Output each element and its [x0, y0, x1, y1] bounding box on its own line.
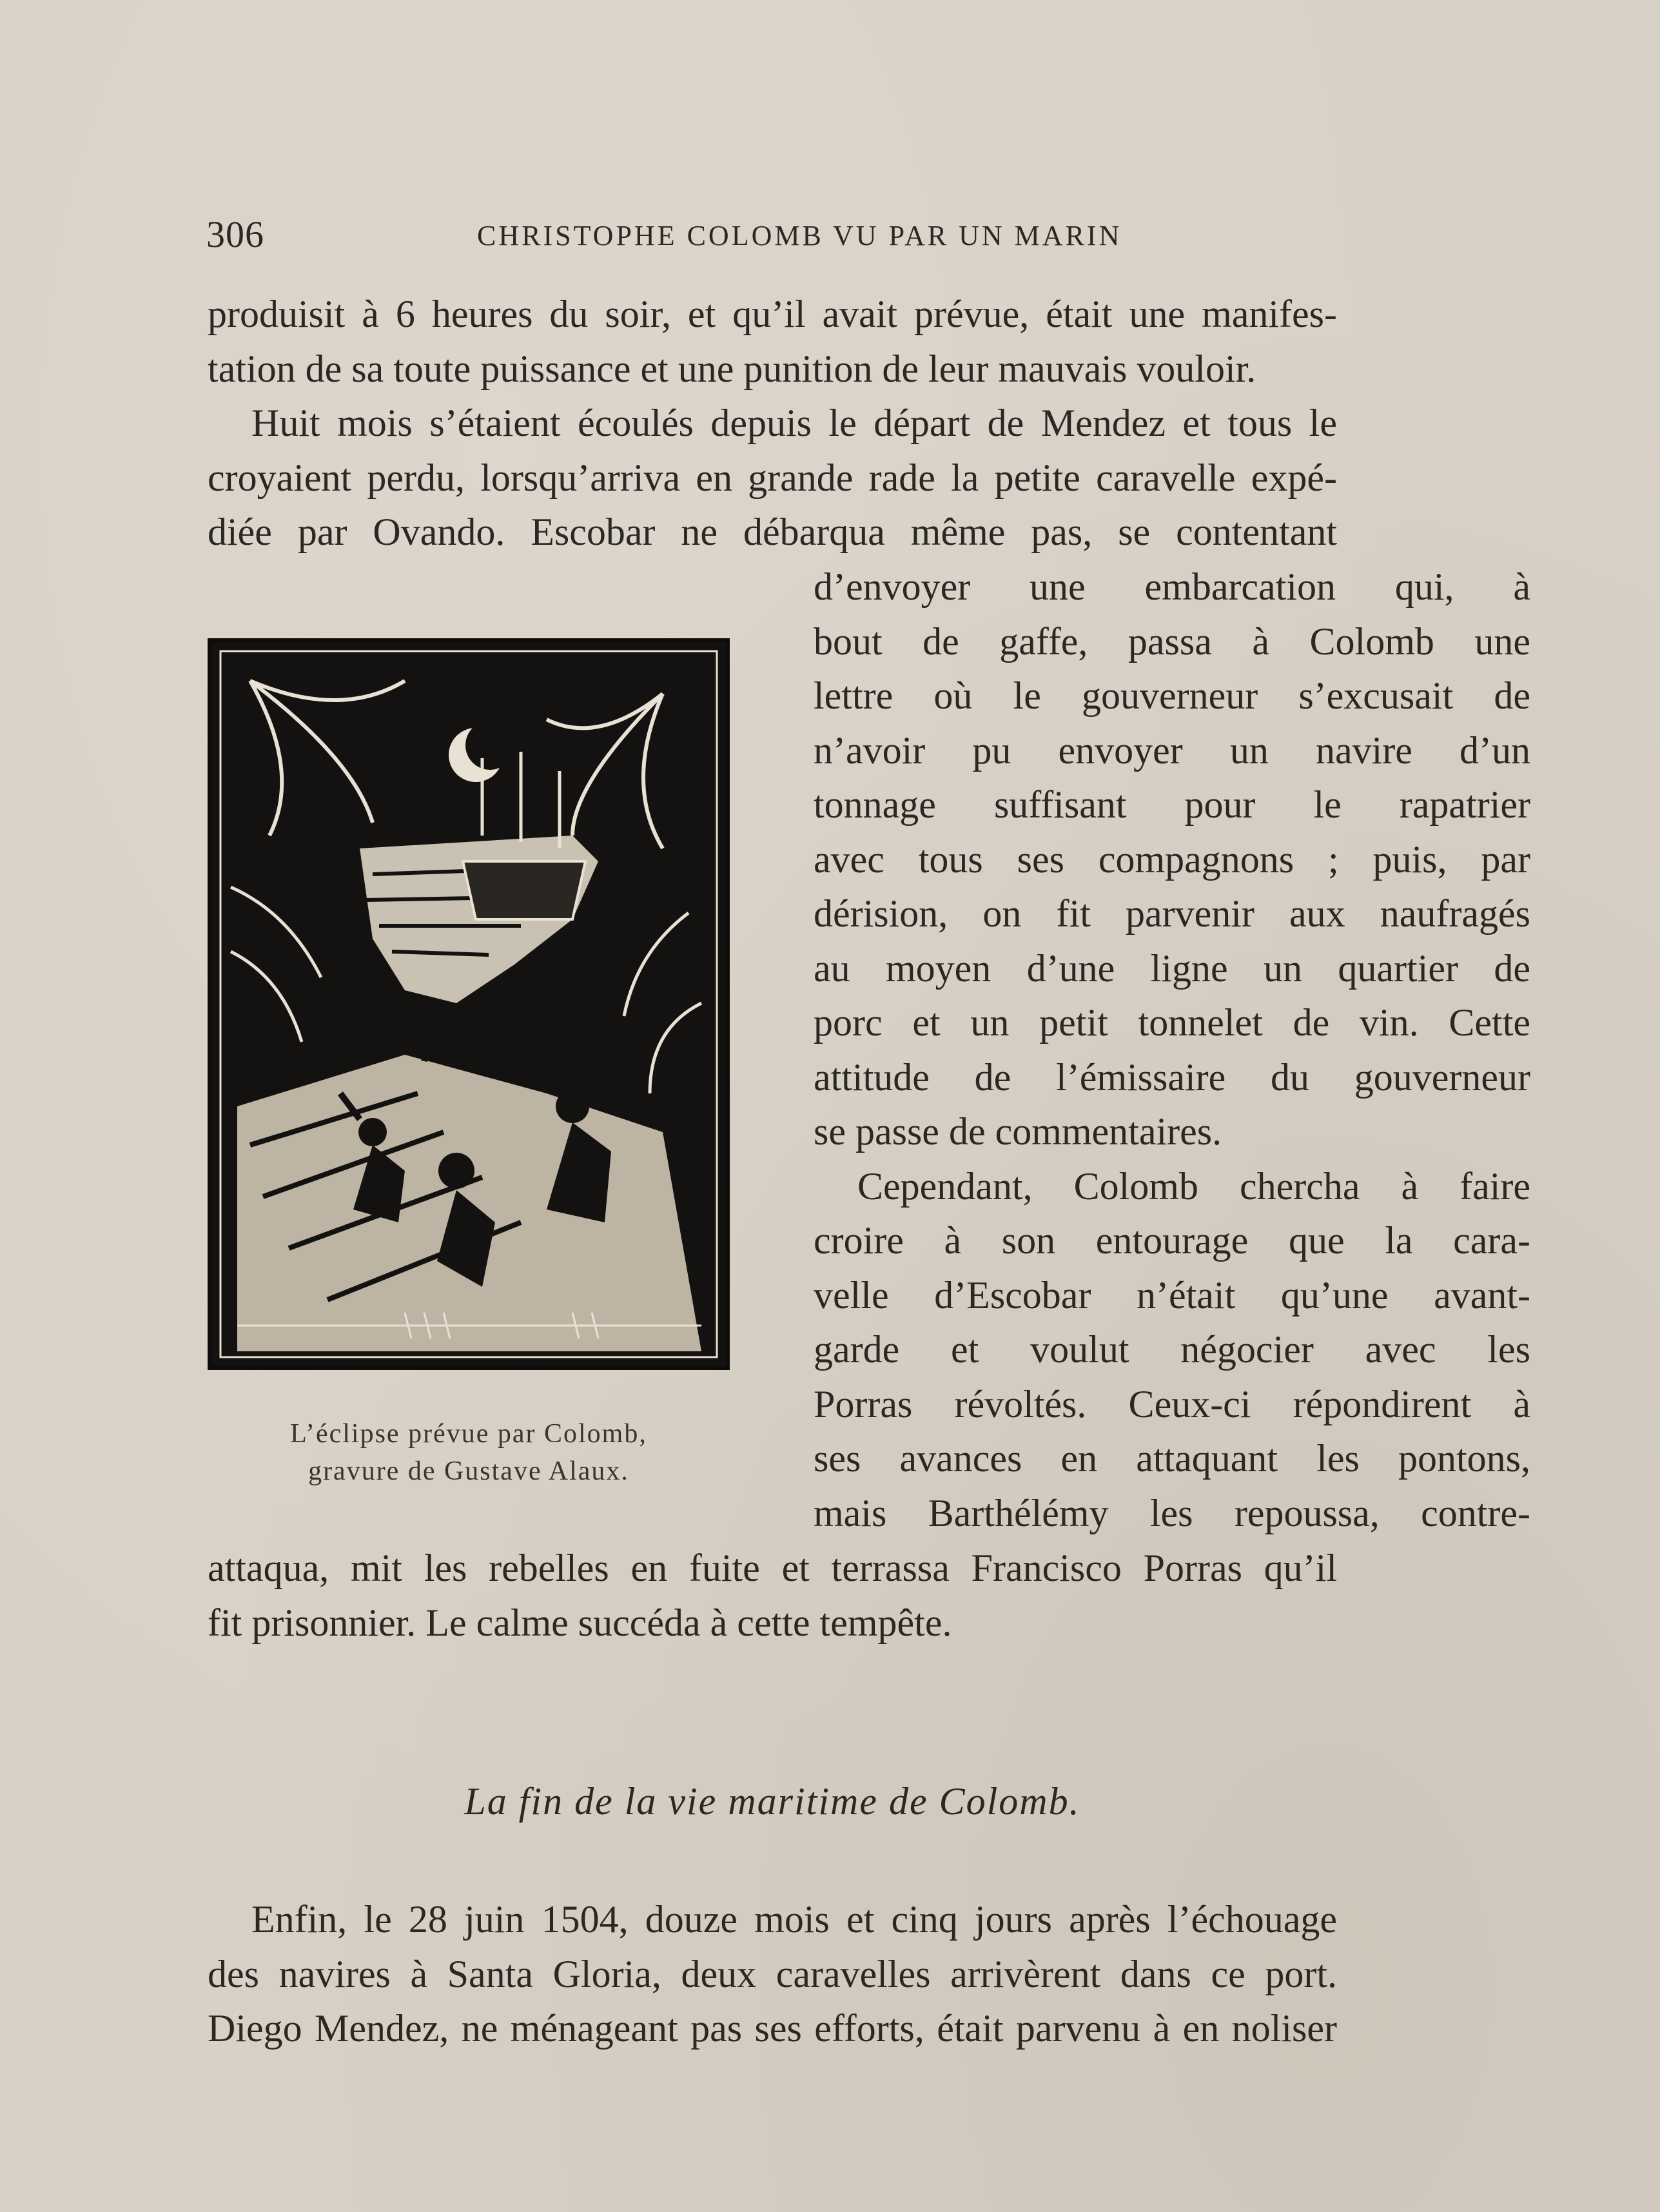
text-line: n’avoir pu envoyer un navire d’un: [814, 729, 1530, 772]
text-line: diée par Ovando. Escobar ne débarqua même pas, se contentant: [208, 511, 1337, 553]
text-line: tonnage suffisant pour le rapatrier: [814, 783, 1530, 826]
text-line: garde et voulut négocier avec les: [814, 1328, 1530, 1371]
paragraph-top: [208, 287, 1337, 560]
text-line: Cependant, Colomb chercha à faire: [857, 1164, 1530, 1208]
page-number: 306: [206, 213, 264, 255]
text-line: croyaient perdu, lorsqu’arriva en grande rade la petite caravelle expé-: [208, 456, 1337, 499]
paragraph-column: [814, 560, 1530, 1540]
text-line: croire à son entourage que la cara-: [814, 1219, 1530, 1262]
caption-line: L’éclipse prévue par Colomb,: [290, 1419, 647, 1449]
text-line: Huit mois s’étaient écoulés depuis le départ de Mendez et tous le: [251, 402, 1337, 444]
text-line: dérision, on fit parvenir aux naufragés: [814, 892, 1530, 935]
book-title: CHRISTOPHE COLOMB VU PAR UN MARIN: [477, 220, 1122, 251]
paragraph-bottom: [208, 1541, 1337, 1650]
text-line: porc et un petit tonnelet de vin. Cette: [814, 1001, 1530, 1044]
text-line: velle d’Escobar n’était qu’une avant-: [814, 1273, 1530, 1316]
text-line: au moyen d’une ligne un quartier de: [814, 946, 1530, 990]
paragraph-final: [208, 1892, 1337, 2056]
text-line: avec tous ses compagnons ; puis, par: [814, 837, 1530, 881]
text-line: ses avances en attaquant les pontons,: [814, 1437, 1530, 1480]
engraving-image: [211, 642, 726, 1366]
text-line: produisit à 6 heures du soir, et qu’il avait prévue, était une manifes-: [208, 293, 1337, 335]
engraving-illustration: [208, 638, 730, 1370]
text-line: attaqua, mit les rebelles en fuite et terrassa Francisco Porras qu’il: [208, 1547, 1337, 1589]
text-line: attitude de l’émissaire du gouverneur: [814, 1055, 1530, 1099]
text-line: d’envoyer une embarcation qui, à: [814, 565, 1530, 608]
section-title: La fin de la vie maritime de Colomb.: [464, 1780, 1080, 1823]
text-line: bout de gaffe, passa à Colomb une: [814, 620, 1530, 663]
running-head: [206, 213, 1257, 258]
caption-line: gravure de Gustave Alaux.: [308, 1456, 629, 1486]
text-line: se passe de commentaires.: [814, 1110, 1222, 1153]
text-line: Diego Mendez, ne ménageant pas ses efforts, était parvenu à en noliser: [208, 2007, 1337, 2050]
text-line: mais Barthélémy les repoussa, contre-: [814, 1491, 1530, 1534]
text-line: Porras révoltés. Ceux-ci répondirent à: [814, 1382, 1530, 1425]
text-line: Enfin, le 28 juin 1504, douze mois et cinq jours après l’échouage: [251, 1898, 1337, 1941]
text-line: tation de sa toute puissance et une punition de leur mauvais vouloir.: [208, 347, 1256, 390]
figure-caption: [208, 1415, 730, 1490]
text-line: lettre où le gouverneur s’excusait de: [814, 674, 1530, 717]
text-line: fit prisonnier. Le calme succéda à cette tempête.: [208, 1601, 952, 1644]
text-line: des navires à Santa Gloria, deux caravelles arrivèrent dans ce port.: [208, 1952, 1337, 1995]
